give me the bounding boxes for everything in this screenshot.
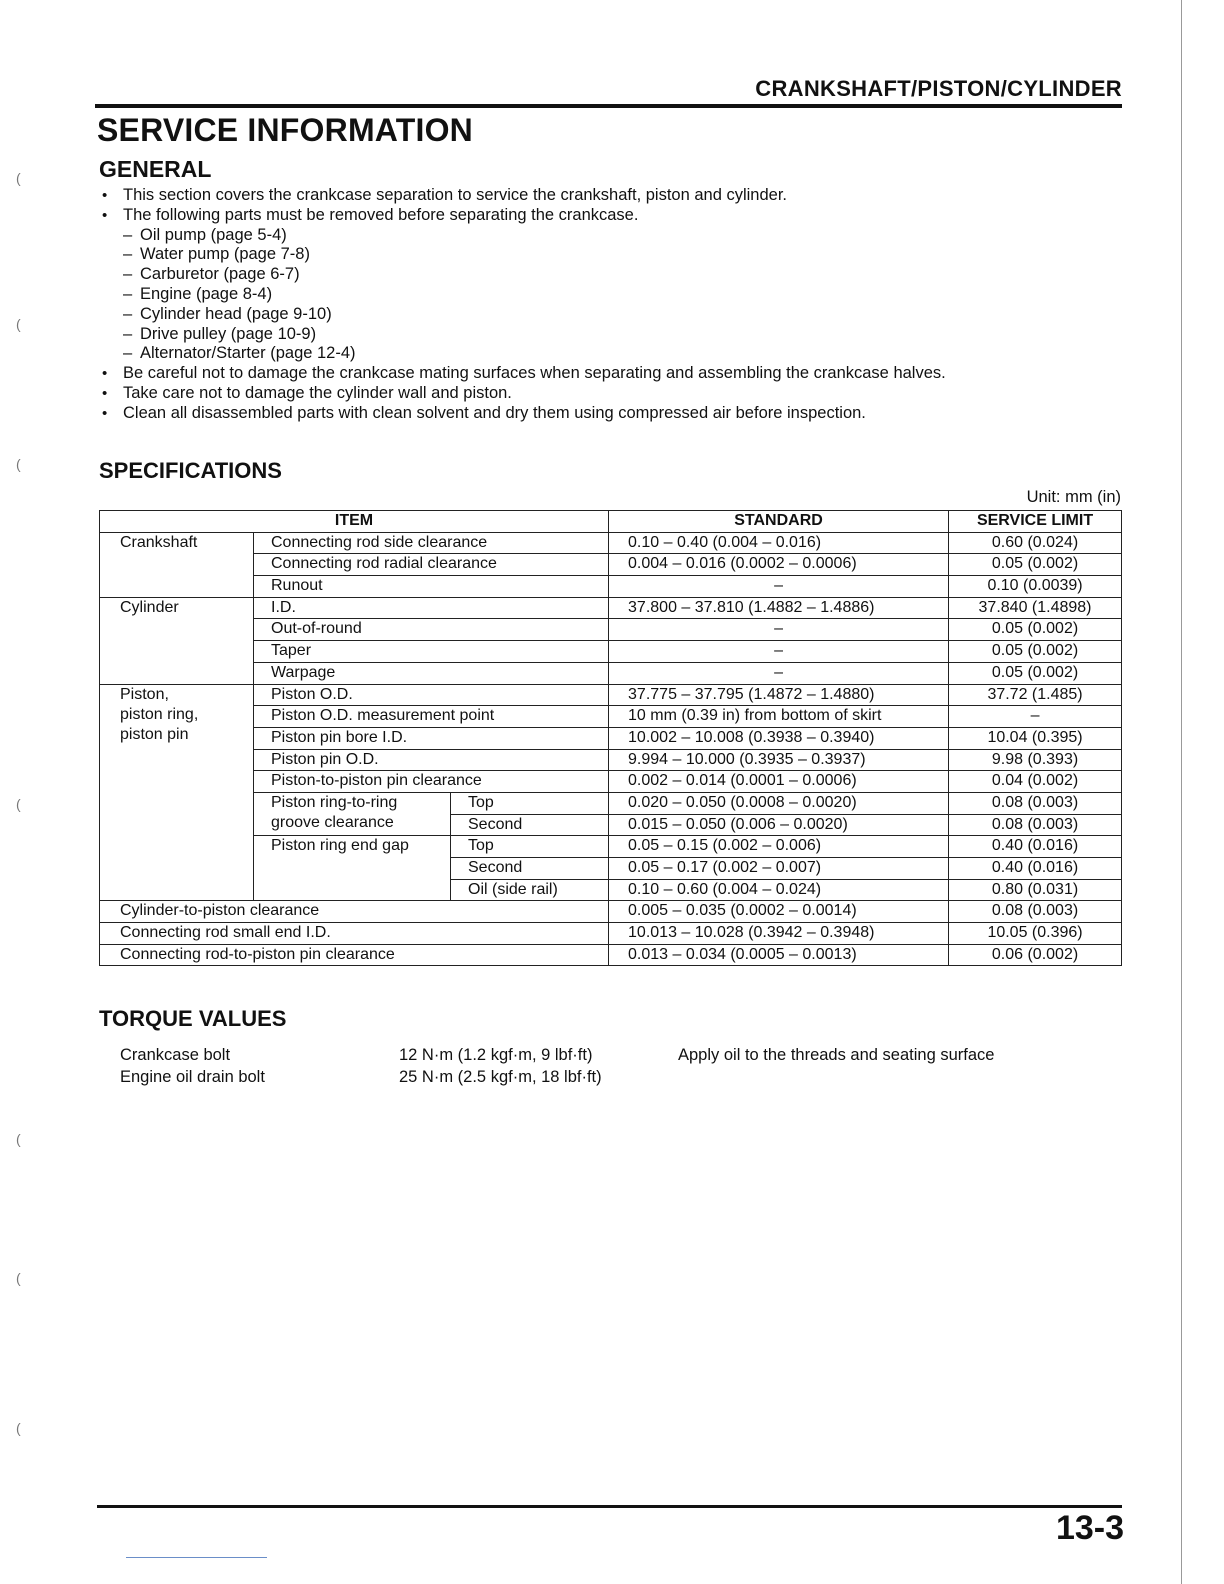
list-item-text: The following parts must be removed before separating the crankcase. bbox=[123, 205, 639, 224]
standard-cell: 0.05 – 0.15 (0.002 – 0.006) bbox=[609, 836, 949, 858]
bullet-item bbox=[100, 206, 1120, 226]
page-title: SERVICE INFORMATION bbox=[97, 112, 473, 148]
torque-value: 12 N·m (1.2 kgf·m, 9 lbf·ft) bbox=[399, 1046, 593, 1064]
limit-cell: 0.80 (0.031) bbox=[949, 879, 1122, 901]
item-cell: Connecting rod-to-piston pin clearance bbox=[100, 944, 609, 966]
list-item-text: Alternator/Starter (page 12-4) bbox=[140, 344, 356, 363]
table-row bbox=[100, 771, 1122, 793]
item-cell: Connecting rod radial clearance bbox=[254, 554, 609, 576]
column-header-standard: STANDARD bbox=[609, 511, 949, 533]
standard-cell: 0.015 – 0.050 (0.006 – 0.0020) bbox=[609, 814, 949, 836]
torque-value: 25 N·m (2.5 kgf·m, 18 lbf·ft) bbox=[399, 1068, 602, 1086]
table-header-row bbox=[100, 511, 1122, 533]
list-item-text: Take care not to damage the cylinder wall and piston. bbox=[123, 383, 512, 402]
item-cell: Piston pin O.D. bbox=[254, 749, 609, 771]
sub-list-item: – Drive pulley (page 10-9) bbox=[123, 324, 317, 343]
standard-cell: – bbox=[609, 576, 949, 598]
section-header: CRANKSHAFT/PISTON/CYLINDER bbox=[755, 76, 1122, 101]
torque-name: Crankcase bolt bbox=[120, 1046, 231, 1064]
torque-note: Apply oil to the threads and seating surface bbox=[678, 1046, 995, 1064]
footer-rule bbox=[97, 1505, 1122, 1508]
bullet-item bbox=[100, 404, 1120, 424]
limit-cell: 0.05 (0.002) bbox=[949, 619, 1122, 641]
limit-cell: 37.72 (1.485) bbox=[949, 684, 1122, 706]
column-header-service-limit: SERVICE LIMIT bbox=[949, 511, 1122, 533]
sub-item-cell: Oil (side rail) bbox=[451, 879, 609, 901]
margin-mark: ( bbox=[16, 170, 21, 186]
standard-cell: – bbox=[609, 662, 949, 684]
item-cell: Warpage bbox=[254, 662, 609, 684]
table-row bbox=[100, 706, 1122, 728]
item-cell: Piston ring-to-ring groove clearance bbox=[254, 792, 451, 835]
standard-cell: 0.05 – 0.17 (0.002 – 0.007) bbox=[609, 858, 949, 880]
list-item-text: Cylinder head (page 9-10) bbox=[140, 304, 332, 323]
standard-cell: 0.020 – 0.050 (0.0008 – 0.0020) bbox=[609, 792, 949, 814]
page-edge-line bbox=[1181, 0, 1182, 1584]
sub-list-item: – Cylinder head (page 9-10) bbox=[123, 304, 332, 323]
item-cell: I.D. bbox=[254, 597, 609, 619]
group-label: Cylinder bbox=[100, 597, 254, 684]
torque-table bbox=[120, 1044, 994, 1088]
item-cell: Cylinder-to-piston clearance bbox=[100, 901, 609, 923]
item-cell: Piston pin bore I.D. bbox=[254, 727, 609, 749]
standard-cell: – bbox=[609, 641, 949, 663]
torque-heading: TORQUE VALUES bbox=[99, 1006, 287, 1031]
standard-cell: 10.013 – 10.028 (0.3942 – 0.3948) bbox=[609, 923, 949, 945]
sub-list-item: – Engine (page 8-4) bbox=[123, 284, 273, 303]
sub-list-item: – Alternator/Starter (page 12-4) bbox=[123, 344, 356, 363]
margin-mark: ( bbox=[16, 1270, 21, 1286]
item-cell: Piston O.D. measurement point bbox=[254, 706, 609, 728]
table-row bbox=[100, 684, 1122, 706]
standard-cell: 0.10 – 0.40 (0.004 – 0.016) bbox=[609, 532, 949, 554]
specifications-table bbox=[99, 510, 1122, 966]
table-row bbox=[100, 944, 1122, 966]
sub-item-cell: Top bbox=[451, 836, 609, 858]
standard-cell: 0.005 – 0.035 (0.0002 – 0.0014) bbox=[609, 901, 949, 923]
margin-mark: ( bbox=[16, 1131, 21, 1147]
limit-cell: 0.08 (0.003) bbox=[949, 792, 1122, 814]
unit-label: Unit: mm (in) bbox=[1026, 488, 1121, 506]
limit-cell: 9.98 (0.393) bbox=[949, 749, 1122, 771]
scan-underline bbox=[126, 1557, 267, 1558]
item-cell: Piston O.D. bbox=[254, 684, 609, 706]
list-item-text: This section covers the crankcase separation to service the crankshaft, piston and cylinder. bbox=[123, 186, 788, 204]
sub-item-cell: Second bbox=[451, 814, 609, 836]
standard-cell: – bbox=[609, 619, 949, 641]
table-row bbox=[100, 792, 1122, 814]
list-item-text: Drive pulley (page 10-9) bbox=[140, 324, 317, 343]
item-cell: Piston-to-piston pin clearance bbox=[254, 771, 609, 793]
list-item-text: Be careful not to damage the crankcase mating surfaces when separating and assembling the crankcase halves. bbox=[123, 364, 946, 383]
item-cell: Out-of-round bbox=[254, 619, 609, 641]
list-item-text: Engine (page 8-4) bbox=[140, 284, 273, 303]
limit-cell: 0.04 (0.002) bbox=[949, 771, 1122, 793]
standard-cell: 0.002 – 0.014 (0.0001 – 0.0006) bbox=[609, 771, 949, 793]
specifications-heading: SPECIFICATIONS bbox=[99, 458, 282, 483]
table-row bbox=[100, 641, 1122, 663]
torque-note bbox=[678, 1066, 994, 1088]
limit-cell: 0.06 (0.002) bbox=[949, 944, 1122, 966]
torque-row bbox=[120, 1044, 994, 1066]
item-cell: Runout bbox=[254, 576, 609, 598]
list-item-text: Carburetor (page 6-7) bbox=[140, 265, 300, 284]
limit-cell: – bbox=[949, 706, 1122, 728]
sub-list-item: – Oil pump (page 5-4) bbox=[123, 225, 287, 244]
limit-cell: 0.05 (0.002) bbox=[949, 662, 1122, 684]
standard-cell: 9.994 – 10.000 (0.3935 – 0.3937) bbox=[609, 749, 949, 771]
table-row bbox=[100, 619, 1122, 641]
limit-cell: 0.10 (0.0039) bbox=[949, 576, 1122, 598]
table-row bbox=[100, 923, 1122, 945]
bullet-item bbox=[100, 384, 1120, 404]
torque-row bbox=[120, 1066, 994, 1088]
list-item-text: Clean all disassembled parts with clean solvent and dry them using compressed air before inspection. bbox=[123, 403, 866, 422]
list-item-text: Oil pump (page 5-4) bbox=[140, 225, 287, 244]
standard-cell: 0.004 – 0.016 (0.0002 – 0.0006) bbox=[609, 554, 949, 576]
group-label: Crankshaft bbox=[100, 532, 254, 597]
table-row bbox=[100, 576, 1122, 598]
standard-cell: 0.10 – 0.60 (0.004 – 0.024) bbox=[609, 879, 949, 901]
sub-item-cell: Top bbox=[451, 792, 609, 814]
limit-cell: 0.05 (0.002) bbox=[949, 554, 1122, 576]
limit-cell: 0.05 (0.002) bbox=[949, 641, 1122, 663]
general-heading: GENERAL bbox=[99, 156, 212, 182]
item-cell: Taper bbox=[254, 641, 609, 663]
standard-cell: 10.002 – 10.008 (0.3938 – 0.3940) bbox=[609, 727, 949, 749]
sub-list-item: – Carburetor (page 6-7) bbox=[123, 265, 300, 284]
limit-cell: 0.08 (0.003) bbox=[949, 814, 1122, 836]
column-header-item: ITEM bbox=[100, 511, 609, 533]
torque-name: Engine oil drain bolt bbox=[120, 1068, 265, 1086]
item-cell: Connecting rod side clearance bbox=[254, 532, 609, 554]
sub-list-item: – Water pump (page 7-8) bbox=[123, 245, 310, 264]
item-cell: Piston ring end gap bbox=[254, 836, 451, 901]
limit-cell: 0.40 (0.016) bbox=[949, 858, 1122, 880]
standard-cell: 37.775 – 37.795 (1.4872 – 1.4880) bbox=[609, 684, 949, 706]
limit-cell: 10.05 (0.396) bbox=[949, 923, 1122, 945]
margin-mark: ( bbox=[16, 316, 21, 332]
item-cell: Connecting rod small end I.D. bbox=[100, 923, 609, 945]
limit-cell: 0.08 (0.003) bbox=[949, 901, 1122, 923]
margin-mark: ( bbox=[16, 796, 21, 812]
header-rule bbox=[95, 104, 1122, 108]
table-row bbox=[100, 749, 1122, 771]
table-row bbox=[100, 532, 1122, 554]
general-list bbox=[100, 186, 1120, 424]
table-row bbox=[100, 727, 1122, 749]
list-item-text: Water pump (page 7-8) bbox=[140, 245, 310, 264]
page-number: 13-3 bbox=[1055, 1509, 1124, 1547]
table-row bbox=[100, 597, 1122, 619]
table-row bbox=[100, 554, 1122, 576]
table-row bbox=[100, 836, 1122, 858]
standard-cell: 37.800 – 37.810 (1.4882 – 1.4886) bbox=[609, 597, 949, 619]
margin-mark: ( bbox=[16, 456, 21, 472]
bullet-item bbox=[100, 186, 1120, 206]
limit-cell: 0.60 (0.024) bbox=[949, 532, 1122, 554]
standard-cell: 10 mm (0.39 in) from bottom of skirt bbox=[609, 706, 949, 728]
bullet-item bbox=[100, 364, 1120, 384]
table-row bbox=[100, 901, 1122, 923]
table-row bbox=[100, 662, 1122, 684]
limit-cell: 0.40 (0.016) bbox=[949, 836, 1122, 858]
group-label: Piston, piston ring, piston pin bbox=[100, 684, 254, 901]
limit-cell: 10.04 (0.395) bbox=[949, 727, 1122, 749]
standard-cell: 0.013 – 0.034 (0.0005 – 0.0013) bbox=[609, 944, 949, 966]
margin-mark: ( bbox=[16, 1420, 21, 1436]
limit-cell: 37.840 (1.4898) bbox=[949, 597, 1122, 619]
sub-item-cell: Second bbox=[451, 858, 609, 880]
